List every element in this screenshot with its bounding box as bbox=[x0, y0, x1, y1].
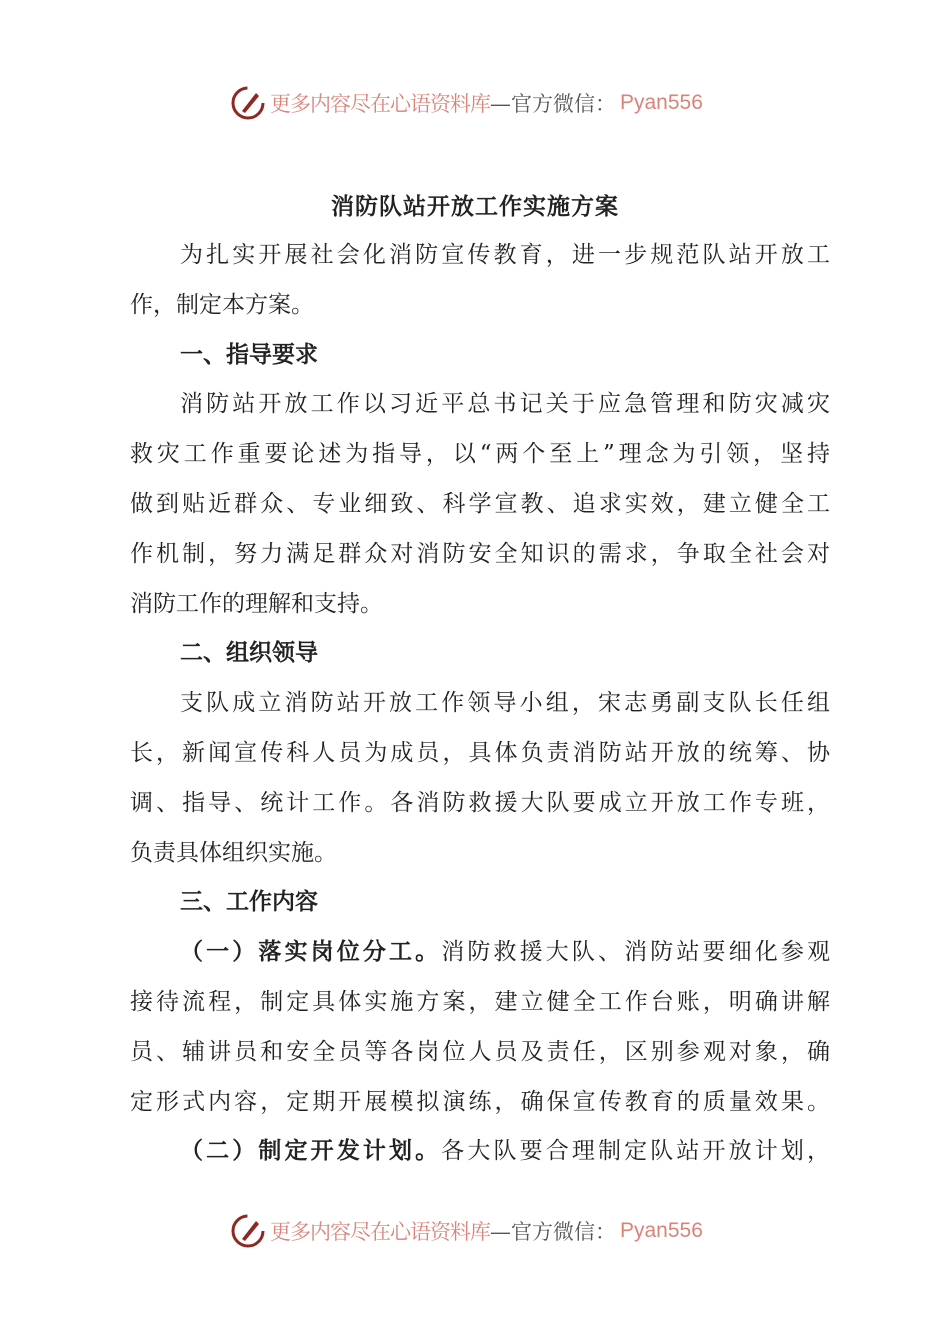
text-line bbox=[130, 985, 830, 1019]
text-line bbox=[180, 387, 830, 421]
line-text: 调、指导、统计工作。各消防救援大队要成立开放工作专班， bbox=[130, 789, 830, 816]
watermark-wechat-id: Pyan556 bbox=[620, 1219, 703, 1242]
text-line bbox=[130, 736, 830, 770]
text-line bbox=[130, 487, 830, 521]
section-heading bbox=[180, 338, 830, 372]
bold-lead: （一）落实岗位分工。 bbox=[180, 938, 442, 966]
line-text: 消防救援大队、消防站要细化参观 bbox=[441, 939, 830, 966]
line-text: 一、指导要求 bbox=[180, 340, 318, 368]
text-line bbox=[130, 1035, 830, 1069]
text-line bbox=[130, 288, 830, 322]
text-line bbox=[130, 537, 830, 571]
text-line bbox=[180, 935, 830, 969]
document-title: 消防队站开放工作实施方案 bbox=[331, 193, 619, 220]
text-line bbox=[180, 1134, 830, 1168]
section-heading bbox=[180, 636, 830, 670]
text-line bbox=[180, 686, 830, 720]
watermark-separator: —官方微信： bbox=[490, 92, 616, 116]
line-text: 支队成立消防站开放工作领导小组，宋志勇副支队长任组 bbox=[180, 690, 830, 717]
line-text: 为扎实开展社会化消防宣传教育，进一步规范队站开放工 bbox=[180, 242, 830, 268]
text-line bbox=[130, 587, 830, 621]
line-text: 消防工作的理解和支持。 bbox=[130, 590, 383, 617]
line-text: 作，制定本方案。 bbox=[130, 291, 314, 318]
watermark-separator: —官方微信： bbox=[490, 1220, 616, 1244]
line-text: 员、辅讲员和安全员等各岗位人员及责任，区别参观对象，确 bbox=[130, 1038, 830, 1065]
watermark-site: 更多内容尽在心语资料库 bbox=[270, 1220, 490, 1244]
line-text: 作机制，努力满足群众对消防安全知识的需求，争取全社会对 bbox=[130, 540, 830, 567]
watermark-site: 更多内容尽在心语资料库 bbox=[270, 92, 490, 116]
line-text: 消防站开放工作以习近平总书记关于应急管理和防灾减灾 bbox=[180, 391, 830, 418]
text-line bbox=[130, 1085, 830, 1119]
text-line bbox=[130, 786, 830, 820]
pen-logo-icon bbox=[230, 85, 266, 121]
bold-lead: （二）制定开发计划。 bbox=[180, 1137, 442, 1165]
watermark-wechat-id: Pyan556 bbox=[620, 91, 703, 114]
text-line bbox=[130, 836, 830, 870]
line-text: 定形式内容，定期开展模拟演练，确保宣传教育的质量效果。 bbox=[130, 1088, 830, 1115]
line-text: 救灾工作重要论述为指导，以“两个至上”理念为引领，坚持 bbox=[130, 441, 830, 468]
line-text: 做到贴近群众、专业细致、科学宣教、追求实效，建立健全工 bbox=[130, 491, 830, 517]
line-text: 接待流程，制定具体实施方案，建立健全工作台账，明确讲解 bbox=[130, 989, 830, 1015]
line-text: 负责具体组织实施。 bbox=[130, 839, 337, 866]
footer-watermark bbox=[230, 1211, 730, 1251]
text-line bbox=[130, 437, 830, 471]
line-text: 二、组织领导 bbox=[180, 639, 318, 667]
text-line bbox=[180, 238, 830, 272]
line-text: 长，新闻宣传科人员为成员，具体负责消防站开放的统筹、协 bbox=[130, 740, 830, 766]
line-text: 各大队要合理制定队站开放计划， bbox=[441, 1138, 830, 1165]
pen-logo-icon bbox=[230, 1213, 266, 1249]
section-heading bbox=[180, 885, 830, 919]
line-text: 三、工作内容 bbox=[180, 888, 318, 916]
header-watermark bbox=[230, 83, 730, 123]
